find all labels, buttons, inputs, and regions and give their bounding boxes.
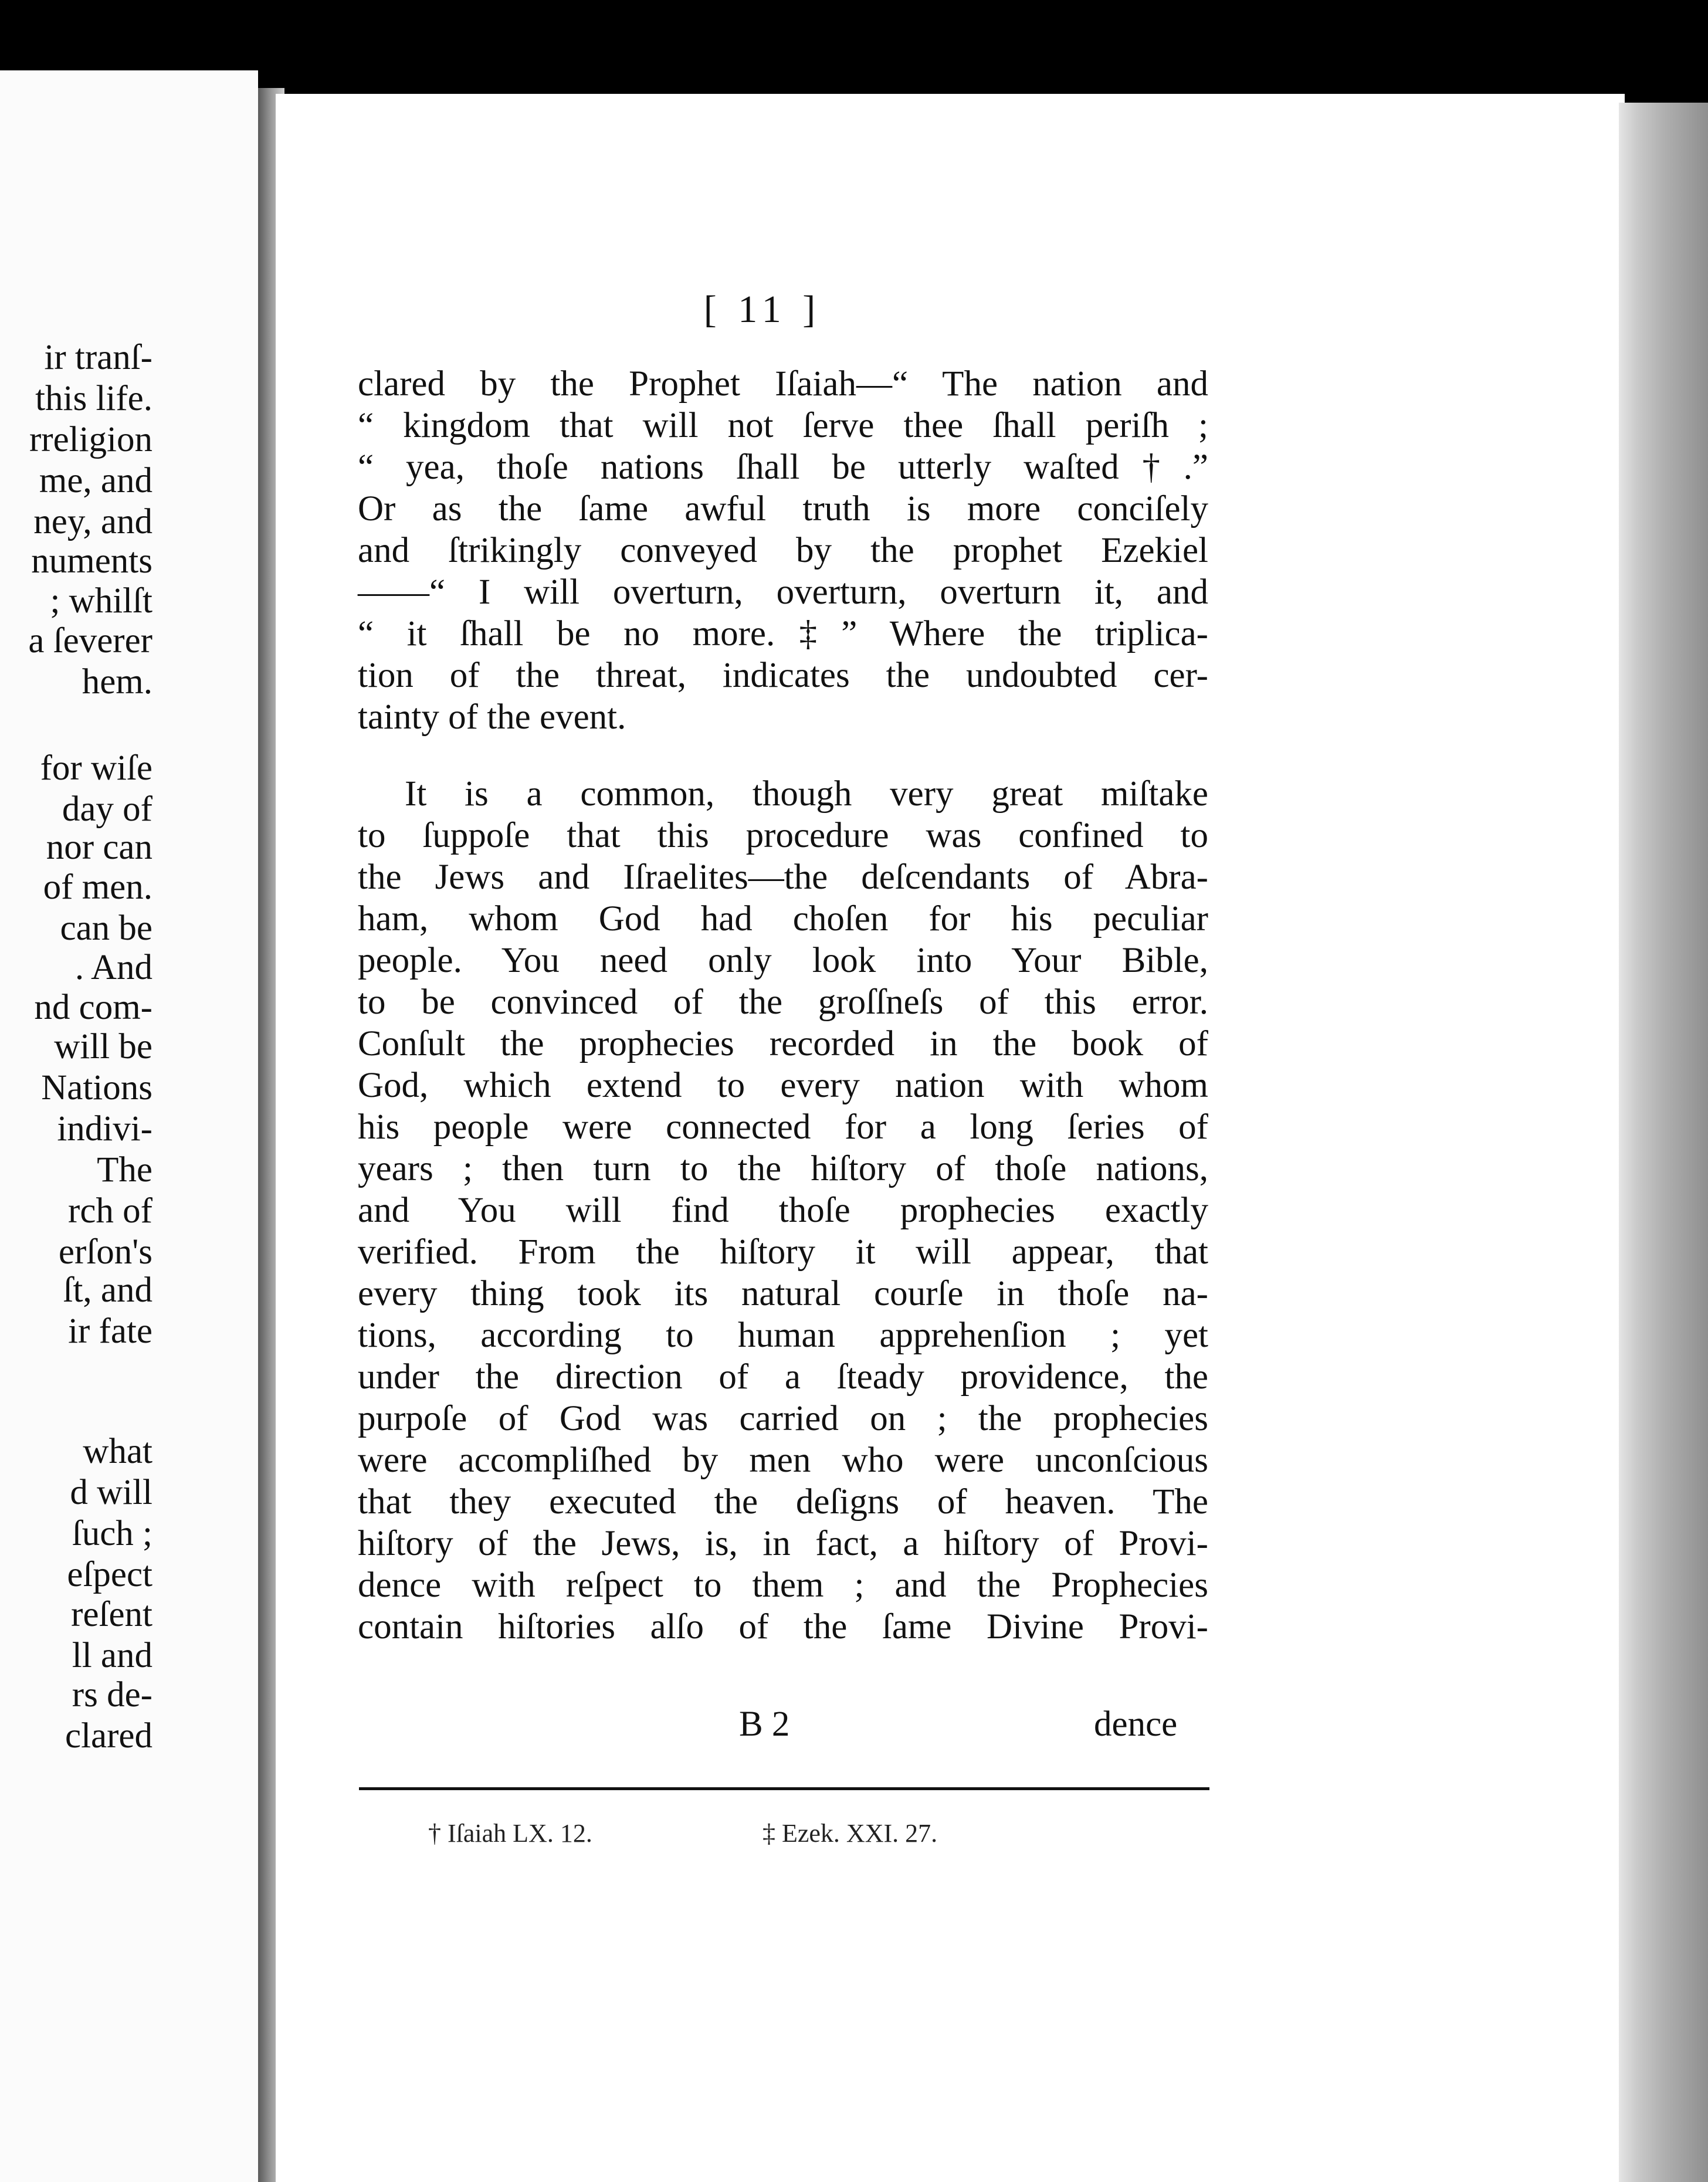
left-page-line: numents [31,541,152,581]
text-line: verified. From the hiſtory it will appear, that [358,1232,1208,1272]
left-page-line: a ſeverer [28,621,152,660]
text-line: “ yea, thoſe nations ſhall be utterly waſted†.” [358,448,1208,487]
text-line: contain hiſtories alſo of the ſame Divine Provi- [358,1607,1208,1646]
left-page-line: reſent [71,1595,152,1634]
left-page-line: . And [74,948,152,987]
left-page-line: will be [54,1027,152,1066]
text-line: under the direction of a ſteady providence, the [358,1357,1208,1397]
text-line: “ kingdom that will not ſerve thee ſhall periſh ; [358,406,1208,445]
page-edge-shadow [1619,103,1708,2182]
text-line: “ it ſhall be no more.‡” Where the triplica- [358,614,1208,653]
text-line: It is a common, though very great miſtake [405,774,1208,814]
text-line: clared by the Prophet Iſaiah—“ The nation and [358,364,1208,404]
text-line: every thing took its natural courſe in thoſe na- [358,1274,1208,1313]
text-line: ——“ I will overturn, overturn, overturn it, and [358,572,1208,612]
left-page-line: day of [62,790,152,829]
left-page-line: ll and [72,1636,152,1675]
footnote-rule [359,1787,1209,1790]
text-line: that they executed the deſigns of heaven. The [358,1482,1208,1522]
text-line: to be convinced of the groſſneſs of this error. [358,982,1208,1022]
left-page-line: ir fate [68,1312,152,1351]
signature-mark: B 2 [739,1705,790,1744]
text-line: Conſult the prophecies recorded in the book of [358,1024,1208,1063]
left-page-line: can be [60,909,152,948]
text-line: ham, whom God had choſen for his peculiar [358,899,1208,938]
left-page-line: hem. [82,662,152,702]
catchword: dence [1094,1705,1178,1744]
text-line: purpoſe of God was carried on ; the prophecies [358,1399,1208,1438]
footnote: ‡ Ezek. XXI. 27. [762,1819,938,1848]
text-line: tion of the threat, indicates the undoubted cer- [358,656,1208,695]
text-line: were accompliſhed by men who were unconſcious [358,1441,1208,1480]
left-page-line: erſon's [58,1232,152,1272]
left-page-line: what [83,1432,152,1471]
left-page-line: this life. [35,379,152,418]
text-line: God, which extend to every nation with whom [358,1066,1208,1105]
left-page-line: ; whilſt [50,581,152,621]
left-page-line: ir tranſ- [44,338,152,377]
left-page-line: rch of [68,1191,152,1231]
text-line: the Jews and Iſraelites—the deſcendants of Abra- [358,858,1208,897]
left-page-line: Nations [41,1068,152,1107]
text-line: years ; then turn to the hiſtory of thoſe nations, [358,1149,1208,1188]
left-page-line: nor can [46,828,152,867]
page-number-header: [ 11 ] [703,288,822,331]
left-page-line: d will [70,1473,152,1512]
left-page-line: for wiſe [40,748,152,788]
text-line: and ſtrikingly conveyed by the prophet Ezekiel [358,531,1208,570]
footnote: † Iſaiah LX. 12. [428,1819,592,1848]
left-page-line: nd com- [34,988,152,1027]
left-page-line: ney, and [33,502,152,541]
left-page-line: ſuch ; [72,1514,152,1553]
text-line: people. You need only look into Your Bible, [358,941,1208,980]
text-line: his people were connected for a long ſeries of [358,1107,1208,1147]
left-page-line: rreligion [29,420,152,459]
left-page-line: ſt, and [63,1270,152,1310]
text-line: dence with reſpect to them ; and the Prophecies [358,1566,1208,1605]
left-page-line: of men. [43,868,152,907]
text-line: to ſuppoſe that this procedure was confined to [358,816,1208,855]
left-page-text [0,0,152,2182]
text-line: Or as the ſame awful truth is more conciſely [358,489,1208,528]
text-line: hiſtory of the Jews, is, in fact, a hiſtory of Provi- [358,1524,1208,1563]
left-page-line: The [97,1150,152,1190]
left-page-line: clared [65,1716,152,1756]
text-line: tions, according to human apprehenſion ; yet [358,1316,1208,1355]
left-page-line: me, and [39,461,152,500]
text-line: tainty of the event. [358,697,626,737]
left-page-line: rs de- [72,1675,152,1715]
left-page-line: eſpect [67,1555,152,1594]
text-line: and You will find thoſe prophecies exactly [358,1191,1208,1230]
left-page-line: indivi- [57,1109,152,1148]
